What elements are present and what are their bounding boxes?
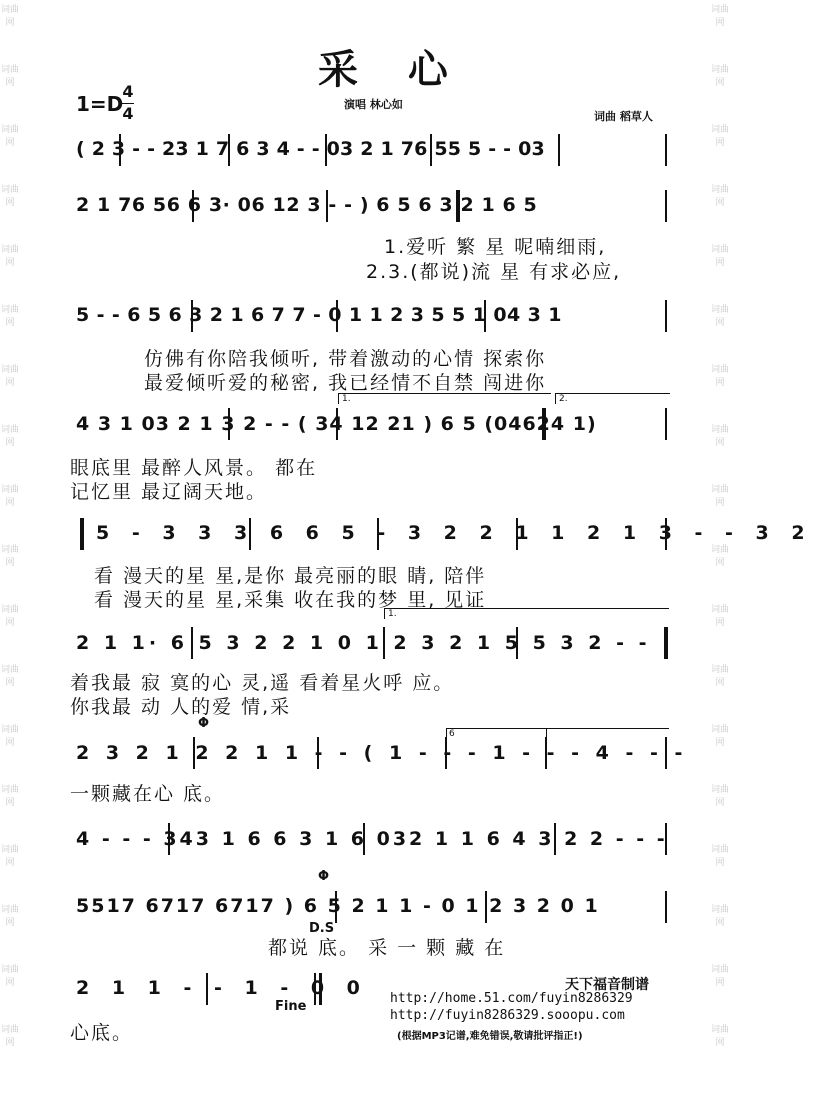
watermark: 词曲网 [1, 965, 20, 988]
watermark: 词曲网 [1, 545, 20, 568]
volta-bracket-next [546, 728, 669, 739]
watermark: 词曲网 [1, 725, 20, 748]
watermark: 词曲网 [1, 905, 20, 928]
bar-line [228, 134, 230, 166]
watermark: 词曲网 [711, 905, 730, 928]
bar-line [119, 134, 121, 166]
watermark: 词曲网 [1, 185, 20, 208]
notation-line: 4 - - - 343 1 6 6 3 1 6 032 1 1 6 4 3 2 2 - - - [76, 828, 668, 850]
watermark: 词曲网 [1, 125, 20, 148]
watermark: 词曲网 [711, 965, 730, 988]
lyric-line: 记忆里 最辽阔天地。 [70, 481, 268, 503]
notation-line: 2 1 76 56 6 3· 06 12 3 - - ) 6 5 6 3 2 1 6 5 [76, 194, 538, 216]
fine-marker: Fine [275, 999, 307, 1014]
watermark: 词曲网 [711, 305, 730, 328]
watermark: 词曲网 [1, 1025, 20, 1048]
performer-credit: 演唱 林心如 [344, 98, 403, 111]
watermark: 词曲网 [711, 1025, 730, 1048]
bar-line [228, 408, 230, 440]
watermark: 词曲网 [711, 485, 730, 508]
bar-line [192, 190, 194, 222]
volta-number: 1. [342, 394, 351, 404]
bar-line [545, 737, 547, 769]
volta-bracket-1 [338, 393, 551, 404]
watermark: 词曲网 [711, 185, 730, 208]
time-signature-top: 4 [122, 82, 134, 101]
watermark: 词曲网 [1, 305, 20, 328]
bar-line [191, 300, 193, 332]
watermark: 词曲网 [711, 365, 730, 388]
lyric-line: 1.爱听 繁 星 呢喃细雨, [384, 236, 607, 258]
volta-number: 2. [559, 394, 568, 404]
bar-line [665, 134, 667, 166]
notation-line: 4 3 1 03 2 1 3 2 - - ( 34 12 21 ) 6 5 (04624 1) [76, 413, 597, 435]
bar-line [484, 300, 486, 332]
watermark: 词曲网 [711, 785, 730, 808]
bar-line [326, 190, 328, 222]
watermark: 词曲网 [711, 245, 730, 268]
watermark: 词曲网 [711, 605, 730, 628]
lyric-line: 着我最 寂 寞的心 灵,遥 看着星火呼 应。 [70, 672, 455, 694]
coda-symbol: Φ [318, 869, 330, 884]
bar-line [665, 518, 667, 550]
bar-line [445, 737, 447, 769]
lyric-line: 都说 底。 采 一 颗 藏 在 [268, 937, 506, 959]
watermark: 词曲网 [1, 605, 20, 628]
bar-line [554, 823, 556, 855]
bar-line [383, 627, 385, 659]
lyric-line: 2.3.(都说)流 星 有求必应, [366, 261, 622, 283]
volta-number: 1. [388, 609, 397, 619]
volta-bracket-2 [555, 393, 670, 404]
bar-line [336, 300, 338, 332]
homepage-link[interactable]: http://home.51.com/fuyin8286329 [390, 991, 633, 1006]
ds-marker: D.S [309, 921, 335, 936]
lyric-line: 心底。 [70, 1022, 134, 1044]
repeat-start-bar [456, 190, 460, 222]
lyric-line: 一颗藏在心 底。 [70, 783, 226, 805]
transcription-note: (根据MP3记谱,难免错误,敬请批评指正!) [397, 1031, 583, 1042]
volta-bracket-1 [384, 608, 669, 619]
watermark: 词曲网 [1, 785, 20, 808]
repeat-end-bar [664, 627, 668, 659]
bar-line [249, 518, 251, 550]
bar-line [485, 891, 487, 923]
bar-line [336, 408, 338, 440]
volta-number: 6 [449, 729, 455, 739]
bar-line [430, 134, 432, 166]
watermark: 词曲网 [711, 665, 730, 688]
bar-line [516, 627, 518, 659]
bar-line [665, 300, 667, 332]
composer-credit: 词曲 稻草人 [594, 110, 653, 123]
watermark: 词曲网 [1, 245, 20, 268]
bar-line [558, 134, 560, 166]
studio-name: 天下福音制谱 [565, 977, 649, 993]
key-signature: 1=D [76, 92, 124, 116]
watermark: 词曲网 [1, 845, 20, 868]
notation-line: 5 - 3 3 3 6 6 5 - 3 2 2 1 1 2 1 3 - - 3 2 [96, 522, 813, 544]
repeat-end-bar [542, 408, 546, 440]
watermark: 词曲网 [711, 5, 730, 28]
watermark: 词曲网 [711, 125, 730, 148]
volta-bracket-6 [446, 728, 547, 739]
bar-line [363, 823, 365, 855]
watermark: 词曲网 [711, 65, 730, 88]
notation-line: 2 1 1 - - 1 - 0 0 [76, 977, 368, 999]
bar-line [665, 737, 667, 769]
bar-line [206, 973, 208, 1005]
lyric-line: 眼底里 最醉人风景。 都在 [70, 457, 318, 479]
lyric-line: 最爱倾听爱的秘密, 我已经情不自禁 闯进你 [144, 372, 547, 394]
lyric-line: 看 漫天的星 星,是你 最亮丽的眼 睛, 陪伴 [94, 565, 487, 587]
sooopu-link[interactable]: http://fuyin8286329.sooopu.com [390, 1008, 625, 1023]
song-title: 采 心 [318, 46, 466, 93]
watermark: 词曲网 [1, 425, 20, 448]
watermark: 词曲网 [1, 65, 20, 88]
bar-line [335, 891, 337, 923]
bar-line [665, 190, 667, 222]
bar-line [191, 627, 193, 659]
bar-line [377, 518, 379, 550]
watermark: 词曲网 [711, 425, 730, 448]
watermark: 词曲网 [1, 485, 20, 508]
notation-line: 5517 6717 6717 ) 6 5 2 1 1 - 0 1 2 3 2 0 1 [76, 895, 600, 917]
bar-line [193, 737, 195, 769]
watermark: 词曲网 [1, 5, 20, 28]
lyric-line: 看 漫天的星 星,采集 收在我的梦 里, 见证 [94, 589, 487, 611]
notation-line: 2 1 1· 6 5 3 2 2 1 0 1 2 3 2 1 5 5 3 2 - - [76, 632, 651, 654]
final-bar-line [319, 973, 322, 1005]
notation-line: 5 - - 6 5 6 3 2 1 6 7 7 - 0 1 1 2 3 5 5 1 04 3 1 [76, 304, 562, 326]
notation-line: 2 3 2 1 2 2 1 1 - - ( 1 - - - 1 - - - 4 - - - [76, 742, 688, 764]
watermark: 词曲网 [1, 365, 20, 388]
notation-line: ( 2 3 - - 23 1 7 6 3 4 - - 03 2 1 76 55 5 - - 03 [76, 138, 545, 160]
lyric-line: 你我最 动 人的爱 情,采 [70, 696, 292, 718]
bar-line [317, 737, 319, 769]
coda-symbol: Φ [198, 716, 210, 731]
bar-line [168, 823, 170, 855]
watermark: 词曲网 [711, 845, 730, 868]
bar-line [665, 891, 667, 923]
watermark: 词曲网 [711, 725, 730, 748]
bar-line [325, 134, 327, 166]
time-signature-bottom: 4 [122, 104, 134, 123]
lyric-line: 仿佛有你陪我倾听, 带着激动的心情 探索你 [144, 348, 547, 370]
bar-line [665, 823, 667, 855]
watermark: 词曲网 [1, 665, 20, 688]
watermark: 词曲网 [711, 545, 730, 568]
bar-line [665, 408, 667, 440]
bar-line [516, 518, 518, 550]
repeat-start-bar [80, 518, 84, 550]
bar-line [314, 973, 316, 1005]
